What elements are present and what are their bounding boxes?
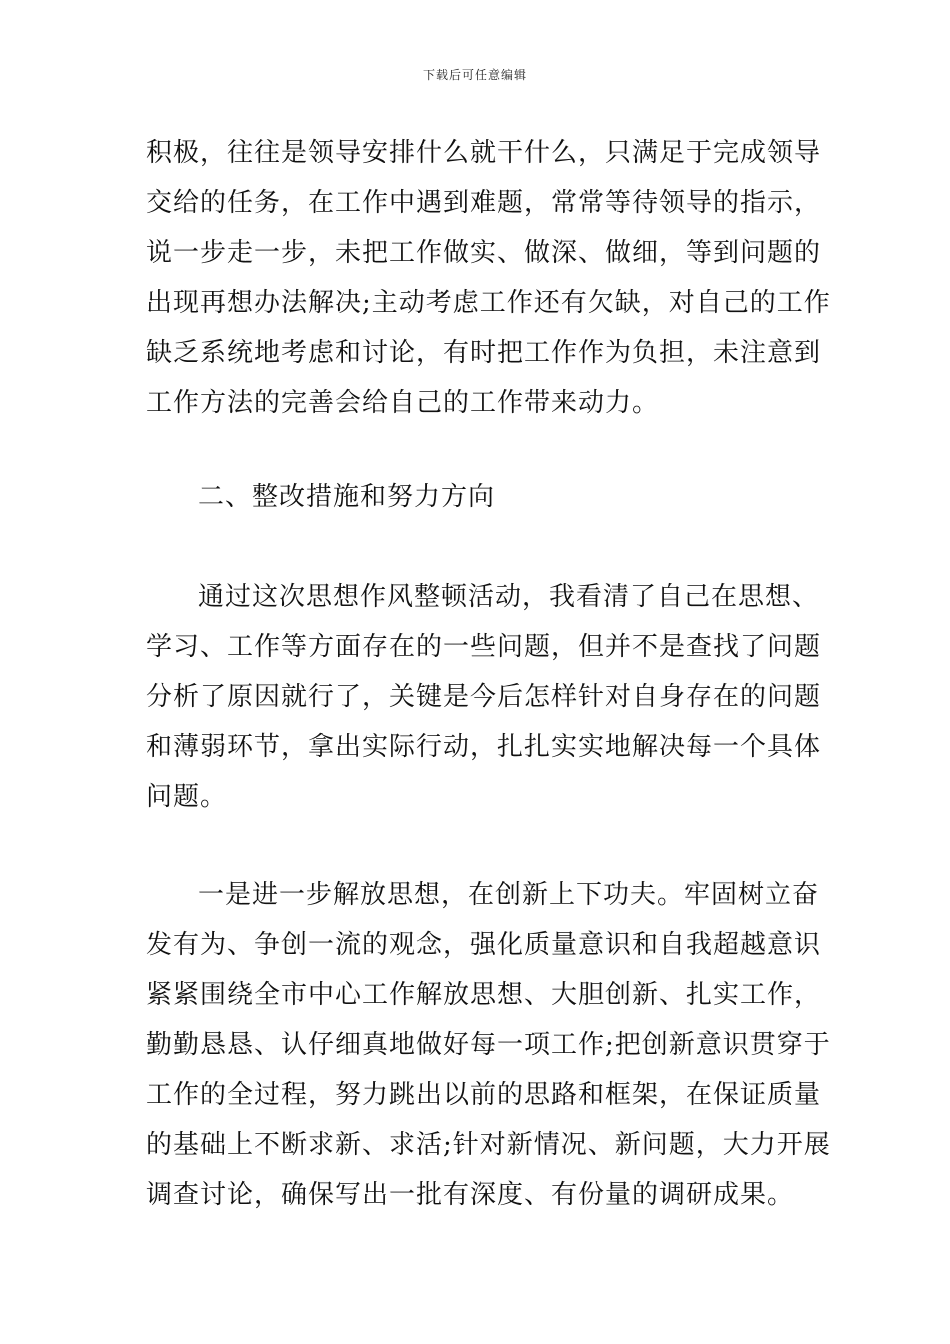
page-header: 下载后可任意编辑	[422, 68, 527, 82]
text-line: 发有为、争创一流的观念，强化质量意识和自我超越意识	[146, 930, 822, 960]
text-line: 的基础上不断求新、求活;针对新情况、新问题，大力开展	[146, 1130, 831, 1160]
text-line: 出现再想办法解决;主动考虑工作还有欠缺，对自己的工作	[146, 288, 831, 318]
section-heading	[146, 472, 810, 522]
text-line: 分析了原因就行了，关键是今后怎样针对自身存在的问题	[146, 682, 822, 712]
text-line: 和薄弱环节，拿出实际行动，扎扎实实地解决每一个具体	[146, 732, 822, 762]
text-line: 勤勤恳恳、认仔细真地做好每一项工作;把创新意识贯穿于	[146, 1030, 831, 1060]
paragraph-1	[146, 128, 831, 428]
text-line: 工作的全过程，努力跳出以前的思路和框架，在保证质量	[146, 1080, 822, 1110]
text-line: 缺乏系统地考虑和讨论，有时把工作作为负担，未注意到	[146, 338, 822, 368]
text-line: 工作方法的完善会给自己的工作带来动力。	[146, 388, 660, 418]
section-heading-text: 二、整改措施和努力方向	[198, 482, 496, 512]
text-line: 通过这次思想作风整顿活动，我看清了自己在思想、	[198, 582, 820, 612]
paragraph-4	[146, 870, 831, 1220]
text-line: 积极，往往是领导安排什么就干什么，只满足于完成领导	[146, 138, 822, 168]
text-line: 说一步走一步，未把工作做实、做深、做细，等到问题的	[146, 238, 822, 268]
text-line: 调查讨论，确保写出一批有深度、有份量的调研成果。	[146, 1180, 795, 1210]
text-line: 一是进一步解放思想，在创新上下功夫。牢固树立奋	[198, 880, 820, 910]
text-line: 交给的任务，在工作中遇到难题，常常等待领导的指示，	[146, 188, 822, 218]
text-line: 问题。	[146, 782, 228, 812]
paragraph-3	[146, 572, 822, 822]
text-line: 学习、工作等方面存在的一些问题，但并不是查找了问题	[146, 632, 822, 662]
text-line: 紧紧围绕全市中心工作解放思想、大胆创新、扎实工作，	[146, 980, 822, 1010]
